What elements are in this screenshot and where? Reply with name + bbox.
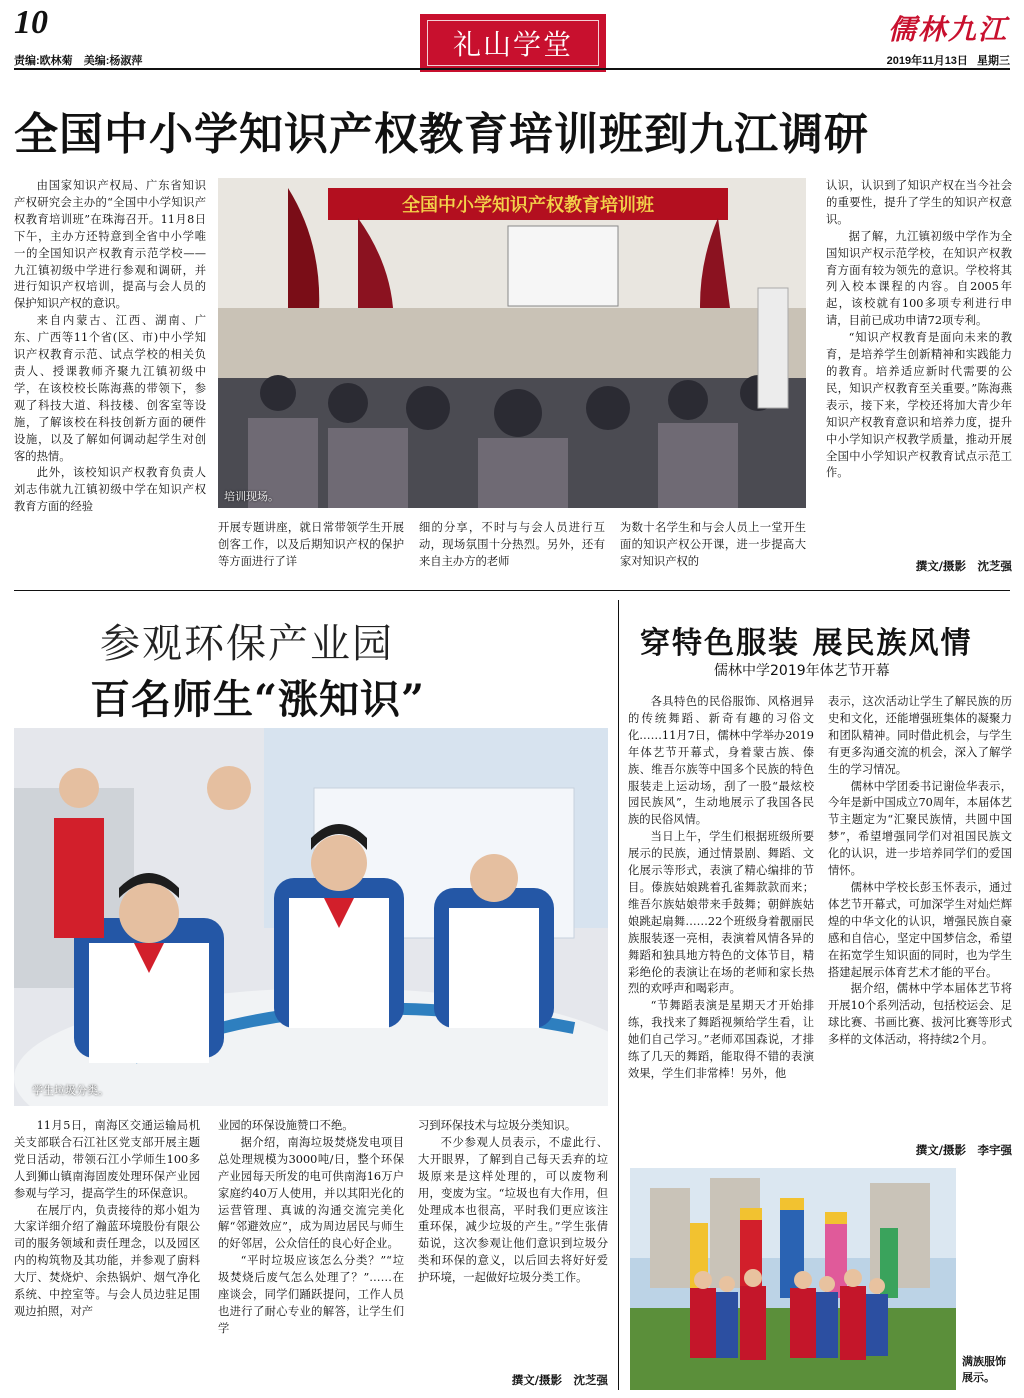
story1-bottom-column-1 — [218, 520, 404, 574]
story1-photo — [218, 178, 806, 508]
story3-paragraph: 儒林中学团委书记谢俭华表示，今年是新中国成立70周年，本届体艺节主题定为“汇聚民族情，共圆中国梦”，希望增强同学们对祖国民族文化的认识，进一步培养同学们的爱国情怀。 — [828, 779, 1012, 878]
story1-paragraph: 细的分享，不时与与会人员进行互动，现场氛围十分热烈。另外，还有来自主办方的老师 — [419, 521, 605, 568]
page-number: 10 — [14, 4, 48, 41]
story2-paragraph: 在展厅内，负责接待的郑小姐为大家详细介绍了瀚蓝环境股份有限公司的服务领域和责任理念，以及园区内的构筑物及其功能，并参观了廚料大厅、焚烧炉、余热锅炉、烟气净化系统、中控室等。与会人员边驻足围观边拍照，对产 — [14, 1203, 200, 1318]
story3-headline: 穿特色服装 展民族风情 — [640, 626, 973, 661]
story1-bottom-column-2 — [419, 520, 605, 574]
story3-paragraph: 表示，这次活动让学生了解民族的历史和文化，还能增强班集体的凝聚力和团队精神。同时借此机会，与学生有更多沟通交流的机会，深入了解学生的学习情况。 — [828, 695, 1012, 776]
story1-paragraph: 认识，认识到了知识产权在当今社会的重要性，提升了学生的知识产权意识。 — [826, 179, 1012, 226]
story1-right-column — [826, 178, 1012, 556]
story1-byline: 撰文/摄影 沈芝强 — [915, 559, 1012, 573]
ethnic-costume-image — [630, 1168, 956, 1390]
story1-paragraph: 据了解，九江镇初级中学作为全国知识产权示范学校，在知识产权教育方面有较为领先的意识。学校将其列入校本课程的内容。自2005年起，该校就有100多项专利进行申请，目前已成功申请72项专利。 — [826, 229, 1012, 328]
story2-column-1 — [14, 1118, 200, 1394]
story2-byline: 撰文/摄影 沈芝强 — [511, 1373, 608, 1387]
training-room-image — [218, 178, 806, 508]
story2-paragraph: 业园的环保设施赞口不绝。 — [218, 1119, 354, 1132]
story3-paragraph: 当日上午，学生们根据班级所要展示的民族，通过情景剧、舞蹈、文化展示等形式，表演了精心编排的节目。傣族姑娘跳着孔雀舞款款而来；维吾尔族姑娘带来手鼓舞；朝鲜族姑娘跳起扇舞……22个班级身着靓丽民族服装逐一亮相，表演着风情各异的舞蹈和独具地方特色的文体节目，精彩绝伦的表演让在场的老师和家长热烈的欢呼声和喝彩声。 — [628, 830, 814, 996]
story2-column-2 — [218, 1118, 404, 1394]
editor-name: 责编:欧林菊 — [14, 55, 73, 67]
story2-paragraph: 据介绍，南海垃圾焚烧发电项目总处理规模为3000吨/日，整个环保产业园每天所发的电可供南海16万户家庭约40万人使用，并以其阳光化的运营管理、真诚的沟通交流完美化解“邻避效应”，成为周边居民与师生的好邻居，公众信任的良心好企业。 — [218, 1135, 404, 1251]
art-editor-name: 美编:杨淑萍 — [83, 55, 143, 67]
story2-column-3 — [418, 1118, 608, 1368]
column-divider — [618, 600, 619, 1390]
story1-paragraph: 由国家知识产权局、广东省知识产权研究会主办的“全国中小学知识产权教育培训班”在珠海召开。11月8日下午，主办方还特意到全省中小学唯一的全国知识产权教育示范学校——九江镇初级中学进行参观和调研，并进行知识产权培训，提高与会人员的保护知识产权的意识。 — [14, 179, 206, 311]
story1-paragraph: 此外，该校知识产权教育负责人刘志伟就九江镇初级中学在知识产权教育方面的经验 — [14, 466, 206, 514]
section-banner — [420, 14, 606, 72]
weekday-text: 星期三 — [977, 55, 1010, 67]
story1-paragraph: “知识产权教育是面向未来的教育，是培养学生创新精神和实践能力的教育。培养适应新时代需要的公民，知识产权教育至关重要。”陈海燕表示，接下来，学校还将加大青少年知识产权教育意识和培养力度，提升中小学知识产权教学质量，推动开展全国中小学知识产权教育试点示范工作。 — [826, 331, 1012, 480]
story1-headline: 全国中小学知识产权教育培训班到九江调研 — [14, 109, 869, 160]
masthead-logo: 儒林九江 — [887, 13, 1008, 46]
story3-byline: 撰文/摄影 李宇强 — [915, 1143, 1012, 1157]
story1-left-column — [14, 178, 206, 570]
story2-headline-line1: 参观环保产业园 — [100, 621, 394, 667]
story3-column-2 — [828, 694, 1012, 1138]
students-sorting-image — [14, 728, 608, 1106]
story2-photo-caption: 学生垃圾分类。 — [32, 1084, 109, 1097]
date-text: 2019年11月13日 — [886, 55, 968, 67]
story2-paragraph: 习到环保技术与垃圾分类知识。 — [418, 1119, 577, 1132]
story1-paragraph: 来自内蒙古、江西、湖南、广东、广西等11个省(区、市)中小学知识产权教育示范、试点学校的相关负责人、授课教师齐聚九江镇初级中学，在该校校长陈海燕的带领下，参观了科技大道、科技楼、创客室等设施，了解该校在科技创新方面的硬件设施，以及了解如何调动起学生对创客的热情。 — [14, 314, 206, 463]
story1-paragraph: 开展专题讲座，就日常带领学生开展创客工作，以及后期知识产权的保护等方面进行了详 — [218, 521, 404, 568]
story1-bottom-column-3 — [620, 520, 806, 574]
section-title: 礼山学堂 — [427, 20, 599, 66]
story2-photo — [14, 728, 608, 1106]
story3-paragraph: “节舞蹈表演是星期天才开始排练，我找来了舞蹈视频给学生看，让她们自己学习。”老师邓国森说，才排练了几天的舞蹈，能取得不错的表演效果，学生们非常棒！另外，他 — [628, 999, 814, 1080]
story3-photo-caption: 满族服饰展示。 — [962, 1355, 1006, 1384]
editor-credits — [14, 52, 150, 68]
header-rule — [14, 68, 1010, 70]
story3-paragraph: 据介绍，儒林中学本届体艺节将开展10个系列活动，包括校运会、足球比赛、书画比赛、拔河比赛等形式多样的文体活动，将持续2个月。 — [828, 982, 1012, 1047]
story2-headline-line2: 百名师生“涨知识” — [90, 676, 426, 723]
story2-paragraph: “平时垃圾应该怎么分类？”“垃圾焚烧后废气怎么处理了？”……在座谈会，同学们踊跃提问，工作人员也进行了耐心专业的解答，让学生们学 — [218, 1254, 404, 1335]
story3-photo — [630, 1168, 956, 1390]
story1-paragraph: 为数十名学生和与会人员上一堂开生面的知识产权公开课，进一步提高大家对知识产权的 — [620, 521, 806, 568]
story3-paragraph: 儒林中学校长彭玉怀表示，通过体艺节开幕式，可加深学生对灿烂辉煌的中华文化的认识，增强民族自豪感和自信心，坚定中国梦信念，希望在拓宽学生知识面的同时，也为学生搭建起展示体育艺术才能的平台。 — [828, 880, 1012, 979]
story-divider — [14, 590, 1010, 591]
story1-photo-caption: 培训现场。 — [224, 490, 279, 503]
story2-paragraph: 11月5日，南海区交通运输局机关支部联合石江社区党支部开展主题党日活动，带领石江小学师生100多人到狮山镇南海固废处理环保产业园参观与学习，提高学生的环保意识。 — [14, 1119, 200, 1200]
story2-paragraph: 不少参观人员表示，不虚此行、大开眼界，了解到自己每天丢弃的垃圾原来是这样处理的，可以废物利用，变废为宝。“垃圾也有大作用，但处理成本也很高，平时我们更应该注重环保，减少垃圾的产生。”学生张倩茹说，这次参观让他们意识到垃圾分类和环保的意义，以后回去将好好爱护环境，一起做好垃圾分类工作。 — [418, 1135, 608, 1285]
issue-date — [881, 52, 1010, 68]
banner-text: 全国中小学知识产权教育培训班 — [402, 195, 654, 216]
story3-subhead: 儒林中学2019年体艺节开幕 — [714, 663, 890, 679]
story3-column-1 — [628, 694, 814, 1158]
story3-paragraph: 各具特色的民俗服饰、风格迥异的传统舞蹈、新奇有趣的习俗文化……11月7日，儒林中学举办2019年体艺节开幕式，身着蒙古族、傣族、维吾尔族等中国多个民族的特色服装走上运动场，刮了一股“最炫校园民族风”，生动地展示了我国各民族的民俗风情。 — [628, 695, 814, 827]
